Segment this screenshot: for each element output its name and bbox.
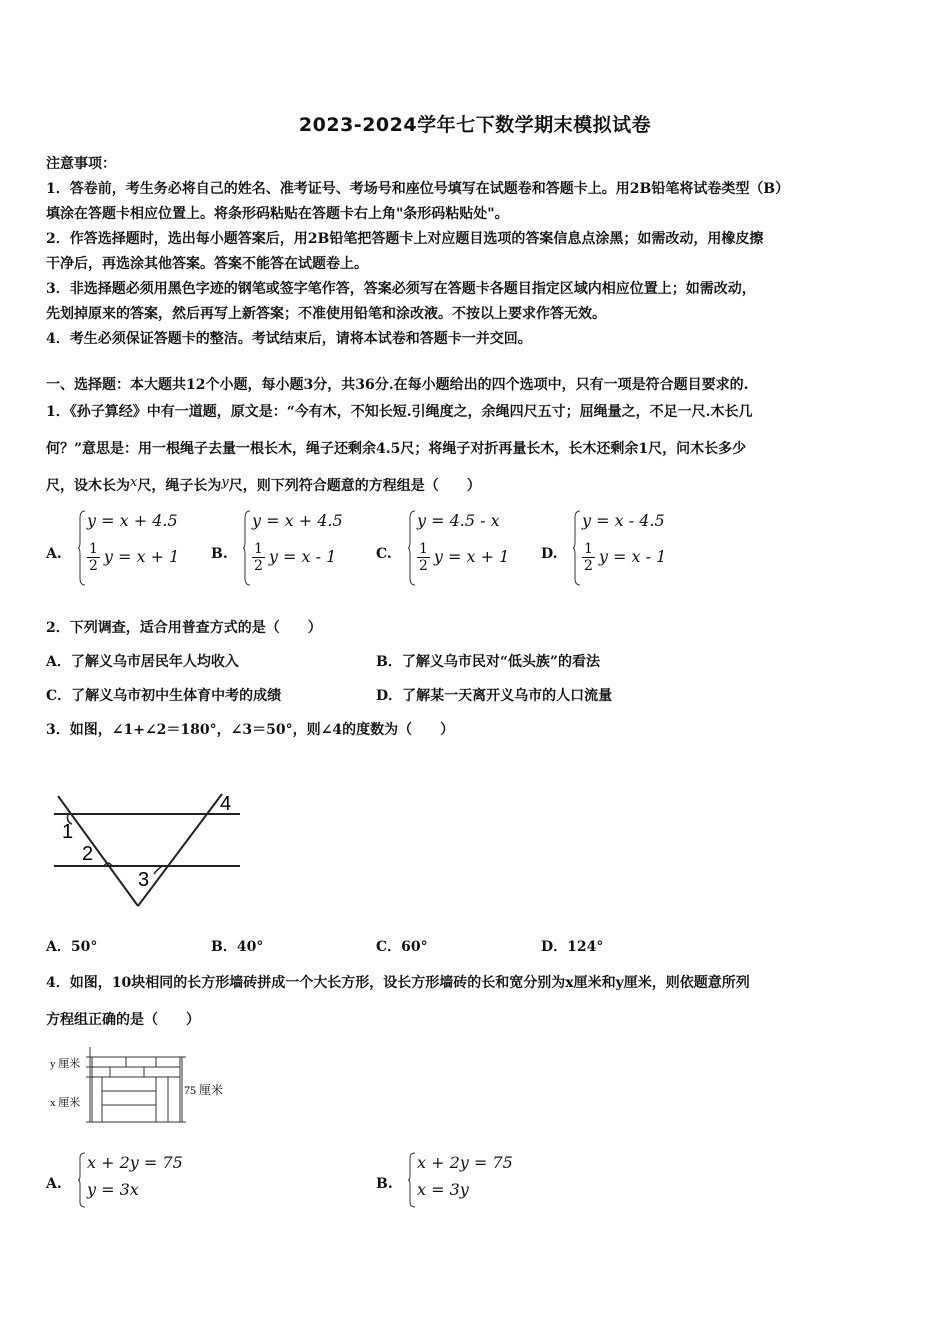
brace-icon [408,510,416,586]
q2-option-a: A．了解义乌市居民年人均收入 [46,654,239,670]
equation-2: x = 3y [417,1180,469,1199]
q1-line [46,468,906,505]
notice-line: 2．作答选择题时，选出每小题答案后，用2B铅笔把答题卡上对应题目选项的答案信息点涂黑；如需改动，用橡皮擦 [46,231,764,247]
q4-line: 4．如图，10块相同的长方形墙砖拼成一个大长方形，设长方形墙砖的长和宽分别为x厘米和y厘米，则依题意所列 [46,975,750,991]
notice-line: 4．考生必须保证答题卡的整洁。考试结束后，请将本试卷和答题卡一并交回。 [46,331,532,347]
equation-system [243,508,363,588]
q2-stem: 2．下列调查，适合用普查方式的是（ ） [46,620,322,636]
var-x: x [130,475,138,490]
equation-system [408,508,528,588]
fraction: $\frac{1}{2}$ [254,541,263,574]
q4-figure [46,1045,246,1130]
option-label: A. [46,546,62,562]
q2-option-d: D．了解某一天离开义乌市的人口流量 [376,688,613,704]
section-heading: 一、选择题：本大题共12个小题，每小题3分，共36分.在每小题给出的四个选项中，只有一项是符合题目要求的. [46,377,749,393]
option-label: B. [211,546,228,562]
q1-text: 尺，绳子长为 [137,478,222,494]
q3-stem: 3．如图，∠1+∠2＝180°，∠3＝50°，则∠4的度数为（ ） [46,722,455,738]
brace-icon [78,510,86,586]
equation-1: x + 2y = 75 [87,1153,183,1172]
brace-icon [408,1152,416,1208]
equation-1: x + 2y = 75 [417,1153,513,1172]
brace-icon [243,510,251,586]
notice-line: 填涂在答题卡相应位置上。将条形码粘贴在答题卡右上角"条形码粘贴处"。 [46,206,509,222]
q2-option-c: C．了解义乌市初中生体育中考的成绩 [46,688,282,704]
equation-2: $\frac{1}{2}$ y = x + 1 [89,541,180,574]
angle-label-2: 2 [82,843,94,865]
q3-option-a: A．50° [46,939,98,955]
label-x-cm: x 厘米 [50,1097,81,1109]
notice-line: 干净后，再选涂其他答案。答案不能答在试题卷上。 [46,256,368,272]
option-label: C. [376,546,392,562]
q1-text: 尺，则下列符合题意的方程组是（ ） [228,478,481,494]
transversal-left [58,796,138,906]
q3-option-d: D．124° [541,939,604,955]
fraction: $\frac{1}{2}$ [89,541,98,574]
equation-1: y = 4.5 - x [417,511,500,530]
equation-2: $\frac{1}{2}$ y = x - 1 [254,541,337,574]
q1-line: 1．《孙子算经》中有一道题，原文是：“今有木，不知长短.引绳度之，余绳四尺五寸；屈绳量之，不足一尺.木长几 [46,404,753,420]
q1-options [46,508,906,588]
notice-line: 1．答卷前，考生务必将自己的姓名、准考证号、考场号和座位号填写在试题卷和答题卡上。用2B铅笔将试卷类型（B） [46,181,790,197]
q3-figure [50,788,250,913]
question-1 [46,394,906,505]
label-y-cm: y 厘米 [50,1058,81,1070]
page-title: 2023-2024学年七下数学期末模拟试卷 [298,114,652,136]
q4-line: 方程组正确的是（ ） [46,1012,200,1028]
equation-2: $\frac{1}{2}$ y = x + 1 [419,541,510,574]
notice-line: 先划掉原来的答案，然后再写上新答案；不准使用铅笔和涂改液。不按以上要求作答无效。 [46,306,606,322]
angle-label-3: 3 [138,869,150,891]
equation-1: y = x + 4.5 [87,511,178,530]
equation-1: y = x - 4.5 [582,511,665,530]
option-label: A. [46,1176,62,1192]
equation-2: y = 3x [87,1180,139,1199]
angle-label-4: 4 [220,793,232,815]
equation-1: y = x + 4.5 [252,511,343,530]
q1-line: 何？”意思是：用一根绳子去量一根长木，绳子还剩余4.5尺；将绳子对折再量长木，长木还剩余1尺，问木长多少 [46,441,747,457]
angle-label-1: 1 [62,821,74,843]
notice-line: 3．非选择题必须用黑色字迹的钢笔或签字笔作答，答案必须写在答题卡各题目指定区域内相应位置上；如需改动， [46,281,756,297]
q3-option-b: B．40° [211,939,264,955]
label-75-cm: 75 厘米 [184,1083,224,1097]
option-label: B. [376,1176,393,1192]
var-y: y [221,475,229,490]
q4-options [46,1150,906,1210]
equation-system [573,508,693,588]
brace-icon [78,1152,86,1208]
equation-system [78,1150,198,1230]
equation-system [78,508,198,588]
q2-option-b: B．了解义乌市民对“低头族”的看法 [376,654,600,670]
equation-2: $\frac{1}{2}$ y = x - 1 [584,541,667,574]
fraction: $\frac{1}{2}$ [419,541,428,574]
notice-section [46,152,906,352]
brace-icon [573,510,581,586]
equation-system [408,1150,528,1230]
q1-text: 尺，设木长为 [46,478,130,494]
notice-heading: 注意事项： [46,156,116,172]
transversal-right [138,794,222,906]
fraction: $\frac{1}{2}$ [584,541,593,574]
q3-option-c: C．60° [376,939,428,955]
option-label: D. [541,546,558,562]
